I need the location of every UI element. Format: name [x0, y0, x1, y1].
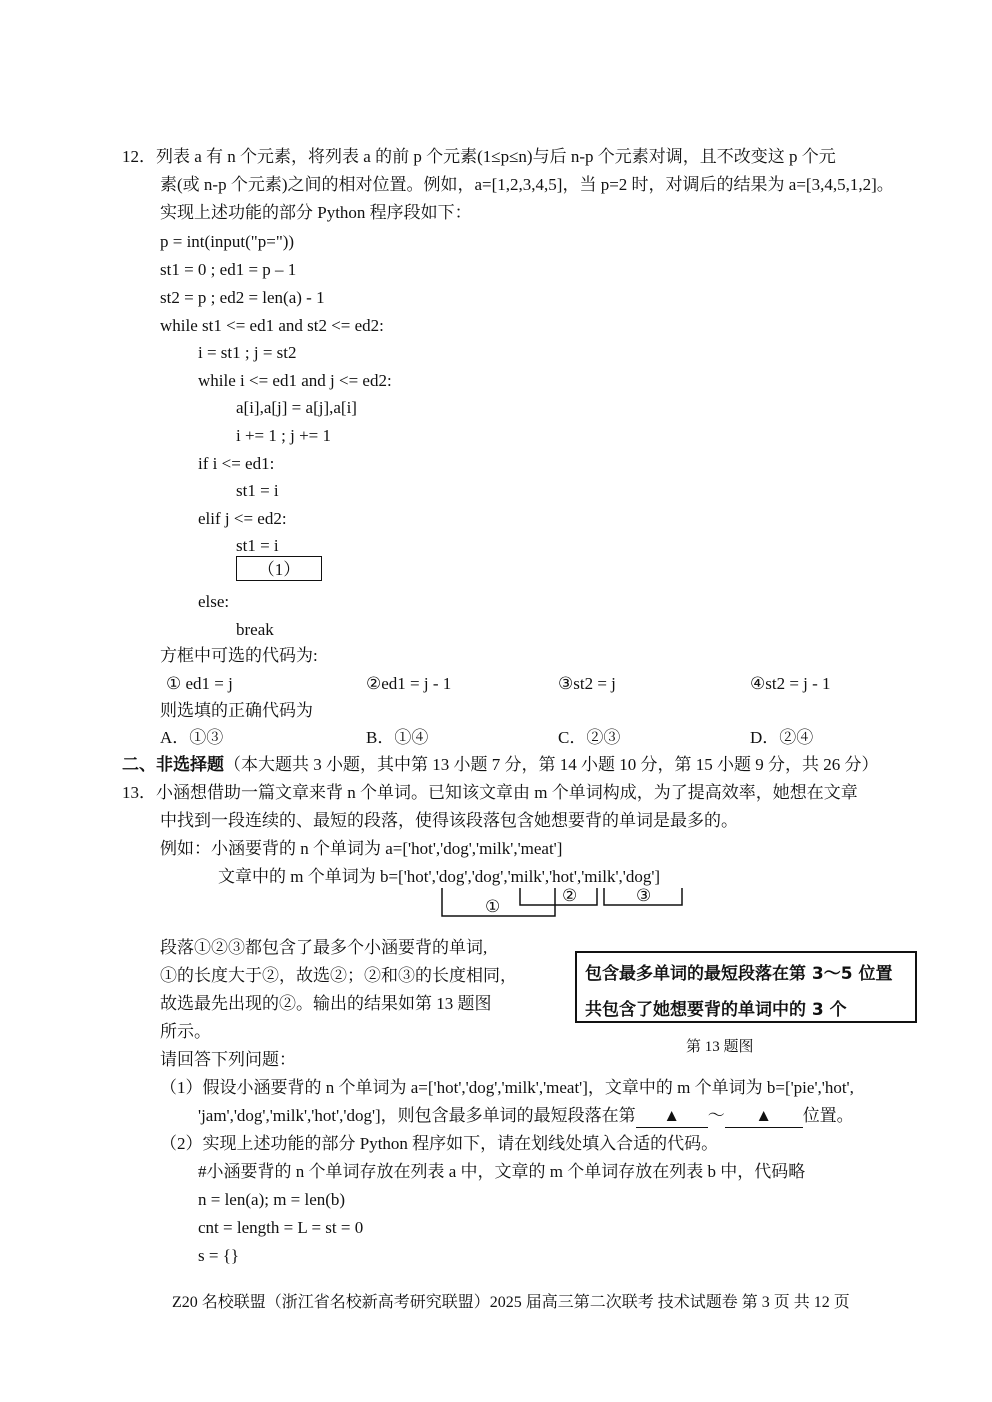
choice-c: C．②③: [558, 728, 621, 747]
sub-question-1-cont: [198, 1105, 854, 1128]
explanation-line: 段落①②③都包含了最多个小涵要背的单词,: [160, 938, 488, 957]
code-line: if i <= ed1:: [198, 454, 275, 473]
sub-question-1: （1）假设小涵要背的 n 个单词为 a=['hot','dog','milk','meat']，文章中的 m 个单词为 b=['pie','hot',: [160, 1078, 854, 1097]
figure-caption: 第 13 题图: [686, 1039, 754, 1055]
option-4: ④st2 = j - 1: [750, 674, 831, 693]
code-line: a[i],a[j] = a[j],a[i]: [236, 398, 357, 417]
position-suffix: 位置。: [802, 1106, 854, 1125]
q12-line2: 素(或 n-p 个元素)之间的相对位置。例如，a=[1,2,3,4,5]，当 p=2 时，对调后的结果为 a=[3,4,5,1,2]。: [160, 175, 894, 194]
segment-mark-3: ③: [636, 886, 652, 905]
explanation-line: 故选最先出现的②。输出的结果如第 13 题图: [160, 994, 492, 1013]
example-line-b: 文章中的 m 个单词为 b=['hot','dog','dog','milk','hot','milk','dog']: [218, 867, 661, 886]
code-line: st1 = i: [236, 481, 279, 500]
options-intro: 方框中可选的代码为:: [160, 646, 318, 665]
choice-a: A．①③: [160, 728, 224, 747]
code-line: p = int(input("p=")): [160, 232, 295, 251]
code-line: break: [236, 620, 274, 639]
section-desc: （本大题共 3 小题，其中第 13 小题 7 分，第 14 小题 10 分，第 15 小题 9 分，共 26 分）: [224, 755, 879, 774]
choice-d: D．②④: [750, 728, 814, 747]
code-line: while i <= ed1 and j <= ed2:: [198, 371, 392, 390]
code-line: elif j <= ed2:: [198, 509, 287, 528]
bracket-2: [520, 888, 597, 905]
q12-line1: 12．列表 a 有 n 个元素，将列表 a 的前 p 个元素(1≤p≤n)与后 n-p 个元素对调，且不改变这 p 个元: [122, 147, 836, 166]
questions-prompt: 请回答下列问题：: [160, 1050, 296, 1069]
sub-question-1-text: 'jam','dog','milk','hot','dog']，则包含最多单词的最短段落在第: [198, 1106, 636, 1125]
sub-question-2: （2）实现上述功能的部分 Python 程序如下，请在划线处填入合适的代码。: [160, 1134, 719, 1153]
code-line: while st1 <= ed1 and st2 <= ed2:: [160, 316, 384, 335]
segment-mark-1: ①: [485, 897, 501, 916]
q13-line1: 13．小涵想借助一篇文章来背 n 个单词。已知该文章由 m 个单词构成，为了提高效率，她想在文章: [122, 783, 858, 802]
code-line: st1 = i: [236, 536, 279, 555]
q12-line3: 实现上述功能的部分 Python 程序段如下：: [160, 203, 472, 222]
section-title: 二、非选择题: [122, 755, 224, 774]
choice-b: B．①④: [366, 728, 429, 747]
option-1: ① ed1 = j: [166, 674, 233, 693]
code-line: #小涵要背的 n 个单词存放在列表 a 中，文章的 m 个单词存放在列表 b 中，代码略: [198, 1162, 806, 1181]
code-line: s = {}: [198, 1246, 240, 1265]
figure-line-2: 共包含了她想要背的单词中的 3 个: [585, 1000, 847, 1020]
example-line-a: 例如：小涵要背的 n 个单词为 a=['hot','dog','milk','meat']: [160, 839, 563, 858]
answer-blank-2: ▲: [725, 1105, 803, 1128]
page-footer: Z20 名校联盟（浙江省名校新高考研究联盟）2025 届高三第二次联考 技术试题卷 第 3 页 共 12 页: [172, 1294, 850, 1311]
code-line: cnt = length = L = st = 0: [198, 1218, 364, 1237]
code-line: st2 = p ; ed2 = len(a) - 1: [160, 288, 325, 307]
option-2: ②ed1 = j - 1: [366, 674, 452, 693]
answer-blank-1: ▲: [636, 1105, 708, 1128]
q13-line2: 中找到一段连续的、最短的段落，使得该段落包含她想要背的单词是最多的。: [160, 811, 738, 830]
tilde: ～: [707, 1106, 725, 1125]
output-figure: [575, 951, 917, 1023]
explanation-line: ①的长度大于②，故选②；②和③的长度相同，: [160, 966, 517, 985]
code-line: else:: [198, 592, 230, 611]
option-3: ③st2 = j: [558, 674, 616, 693]
code-line: i = st1 ; j = st2: [198, 343, 297, 362]
explanation-line: 所示。: [160, 1022, 211, 1041]
code-line: n = len(a); m = len(b): [198, 1190, 346, 1209]
figure-line-1: 包含最多单词的最短段落在第 3～5 位置: [585, 964, 893, 984]
code-line: i += 1 ; j += 1: [236, 426, 332, 445]
answer-prompt: 则选填的正确代码为: [160, 701, 313, 720]
answer-box-1: （1）: [236, 556, 322, 581]
code-line: st1 = 0 ; ed1 = p – 1: [160, 260, 297, 279]
segment-mark-2: ②: [562, 886, 578, 905]
